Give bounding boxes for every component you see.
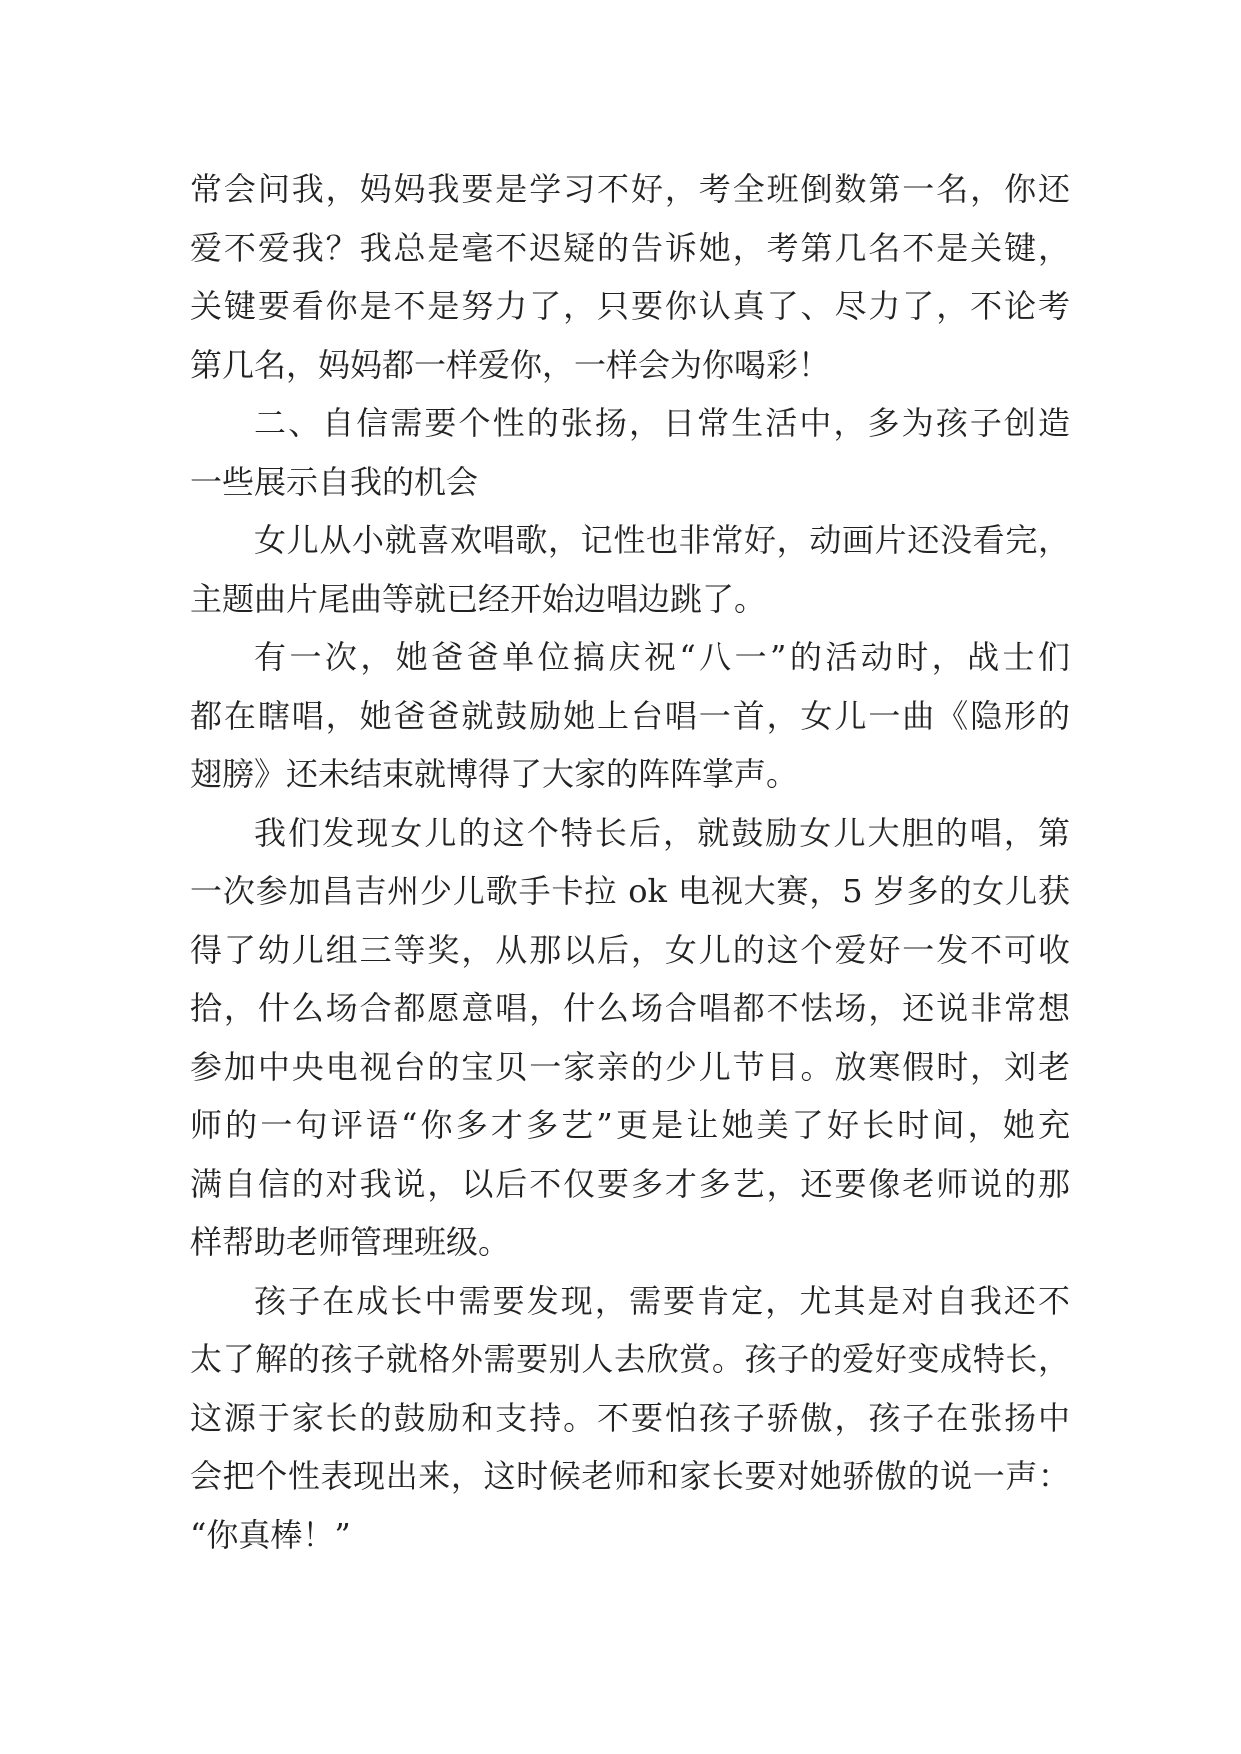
text-line: 关键要看你是不是努力了，只要你认真了、尽力了，不论考 [190,287,1070,325]
text-line: 参加中央电视台的宝贝一家亲的少儿节目。放寒假时，刘老 [190,1047,1070,1086]
text-line: 主题曲片尾曲等就已经开始边唱边跳了。 [190,579,767,618]
text-line: 有一次，她爸爸单位搞庆祝“八一”的活动时，战士们 [254,638,1070,676]
text-line: 女儿从小就喜欢唱歌，记性也非常好，动画片还没看完， [254,521,1070,559]
text-line: 师的一句评语“你多才多艺”更是让她美了好长时间，她充 [190,1106,1070,1144]
section-heading-line: 二、自信需要个性的张扬，日常生活中，多为孩子创造 [254,404,1070,442]
text-line: 第几名，妈妈都一样爱你，一样会为你喝彩！ [190,345,831,384]
text-line: 这源于家长的鼓励和支持。不要怕孩子骄傲，孩子在张扬中 [190,1398,1070,1437]
text-line: “你真棒！” [190,1515,351,1554]
text-line: 拾，什么场合都愿意唱，什么场合唱都不怯场，还说非常想 [190,989,1070,1027]
text-line: 样帮助老师管理班级。 [190,1223,511,1261]
text-line: 得了幼儿组三等奖，从那以后，女儿的这个爱好一发不可收 [190,930,1070,969]
text-line: 满自信的对我说，以后不仅要多才多艺，还要像老师说的那 [190,1164,1070,1203]
text-line: 翅膀》还未结束就博得了大家的阵阵掌声。 [190,755,799,793]
text-line: 太了解的孩子就格外需要别人去欣赏。孩子的爱好变成特长， [190,1340,1070,1378]
text-line: 都在瞎唱，她爸爸就鼓励她上台唱一首，女儿一曲《隐形的 [190,696,1070,735]
text-line: 我们发现女儿的这个特长后，就鼓励女儿大胆的唱，第 [254,813,1070,852]
text-line: 常会问我，妈妈我要是学习不好，考全班倒数第一名，你还 [190,170,1070,208]
section-heading-line: 一些展示自我的机会 [190,462,479,501]
text-line: 爱不爱我？我总是毫不迟疑的告诉她，考第几名不是关键， [190,228,1070,267]
text-line: 孩子在成长中需要发现，需要肯定，尤其是对自我还不 [254,1281,1070,1320]
document-body [190,160,1070,1564]
text-line: 会把个性表现出来，这时候老师和家长要对她骄傲的说一声： [190,1457,1070,1495]
text-line: 一次参加昌吉州少儿歌手卡拉 ok 电视大赛，5 岁多的女儿获 [190,872,1070,910]
